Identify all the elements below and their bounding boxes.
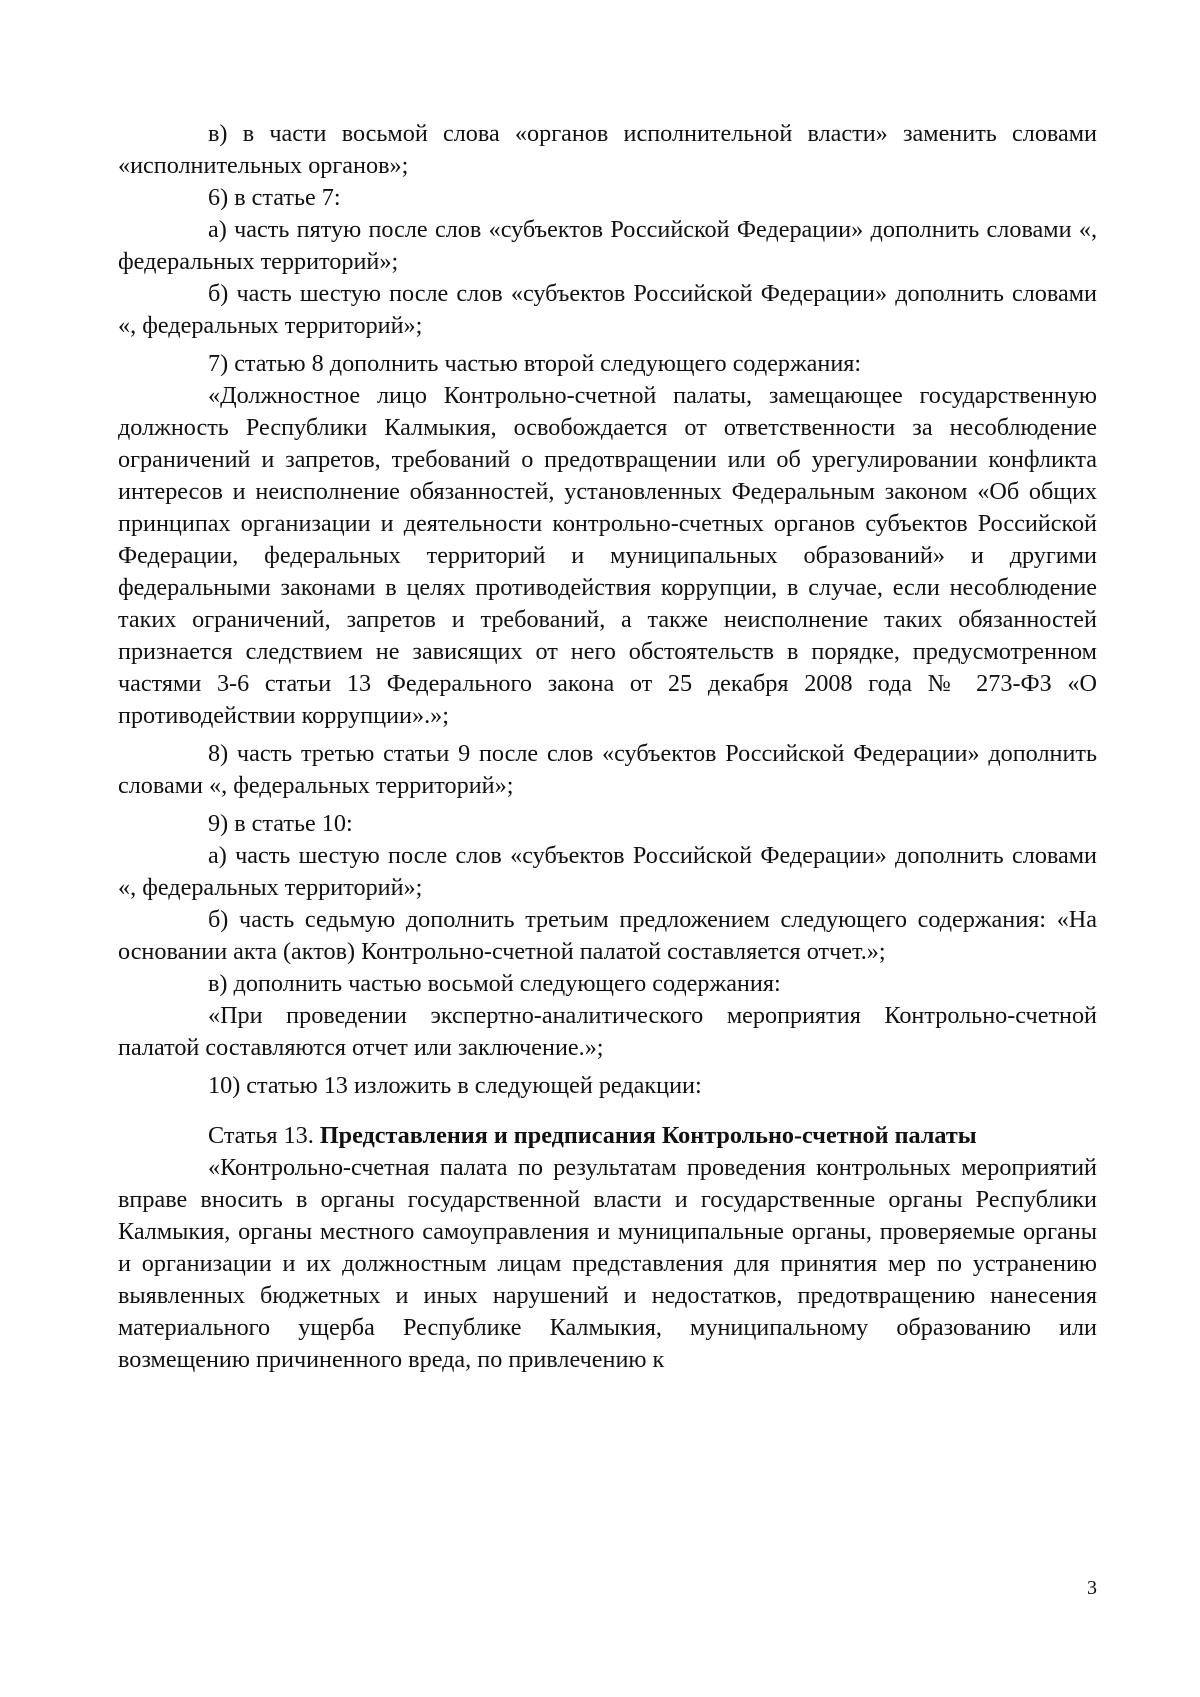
article-heading-prefix: Статья 13.: [208, 1122, 320, 1149]
paragraph: б) часть седьмую дополнить третьим предложением следующего содержания: «На основании акта (актов) Контрольно-счетной палатой составляется отчет.»;: [118, 906, 1097, 965]
paragraph: 7) статью 8 дополнить частью второй следующего содержания:: [208, 350, 862, 377]
paragraph: 8) часть третью статьи 9 после слов «субъектов Российской Федерации» дополнить словами «, федеральных территорий»;: [118, 740, 1097, 799]
paragraph: 6) в статье 7:: [208, 184, 341, 211]
paragraph: 10) статью 13 изложить в следующей редакции:: [208, 1072, 702, 1099]
page-number: 3: [1087, 1577, 1097, 1599]
paragraph: «При проведении экспертно-аналитического мероприятия Контрольно-счетной палатой составляются отчет или заключение.»;: [118, 1002, 1097, 1061]
paragraph: в) дополнить частью восьмой следующего содержания:: [208, 970, 781, 997]
paragraph: в) в части восьмой слова «органов исполнительной власти» заменить словами «исполнительных органов»;: [118, 120, 1097, 179]
document-body: [118, 118, 1097, 1376]
article-heading: [118, 1120, 1097, 1152]
paragraph: 9) в статье 10:: [208, 810, 353, 837]
paragraph: б) часть шестую после слов «субъектов Российской Федерации» дополнить словами «, федеральных территорий»;: [118, 280, 1097, 339]
paragraph: а) часть пятую после слов «субъектов Российской Федерации» дополнить словами «, федеральных территорий»;: [118, 216, 1097, 275]
article-heading-title: Представления и предписания Контрольно-счетной палаты: [319, 1122, 977, 1149]
paragraph: «Должностное лицо Контрольно-счетной палаты, замещающее государственную должность Республики Калмыкия, освобождается от ответственности за несоблюдение ограничений и запретов, требований о предотвращении или об урегулировании конфликта интересов и неисполнение обязанностей, установленных Федеральным законом «Об общих принципах организации и деятельности контрольно-счетных органов субъектов Российской Федерации, федеральных территорий и муниципальных образований» и другими федеральными законами в целях противодействия коррупции, в случае, если несоблюдение таких ограничений, запретов и требований, а также неисполнение таких обязанностей признается следствием не зависящих от него обстоятельств в порядке, предусмотренном частями 3-6 статьи 13 Федерального закона от 25 декабря 2008 года № 273-ФЗ «О противодействии коррупции».»;: [118, 382, 1097, 729]
paragraph: «Контрольно-счетная палата по результатам проведения контрольных мероприятий вправе вносить в органы государственной власти и государственные органы Республики Калмыкия, органы местного самоуправления и муниципальные органы, проверяемые органы и организации и их должностным лицам представления для принятия мер по устранению выявленных бюджетных и иных нарушений и недостатков, предотвращению нанесения материального ущерба Республике Калмыкия, муниципальному образованию или возмещению причиненного вреда, по привлечению к: [118, 1154, 1097, 1373]
paragraph: а) часть шестую после слов «субъектов Российской Федерации» дополнить словами «, федеральных территорий»;: [118, 842, 1097, 901]
